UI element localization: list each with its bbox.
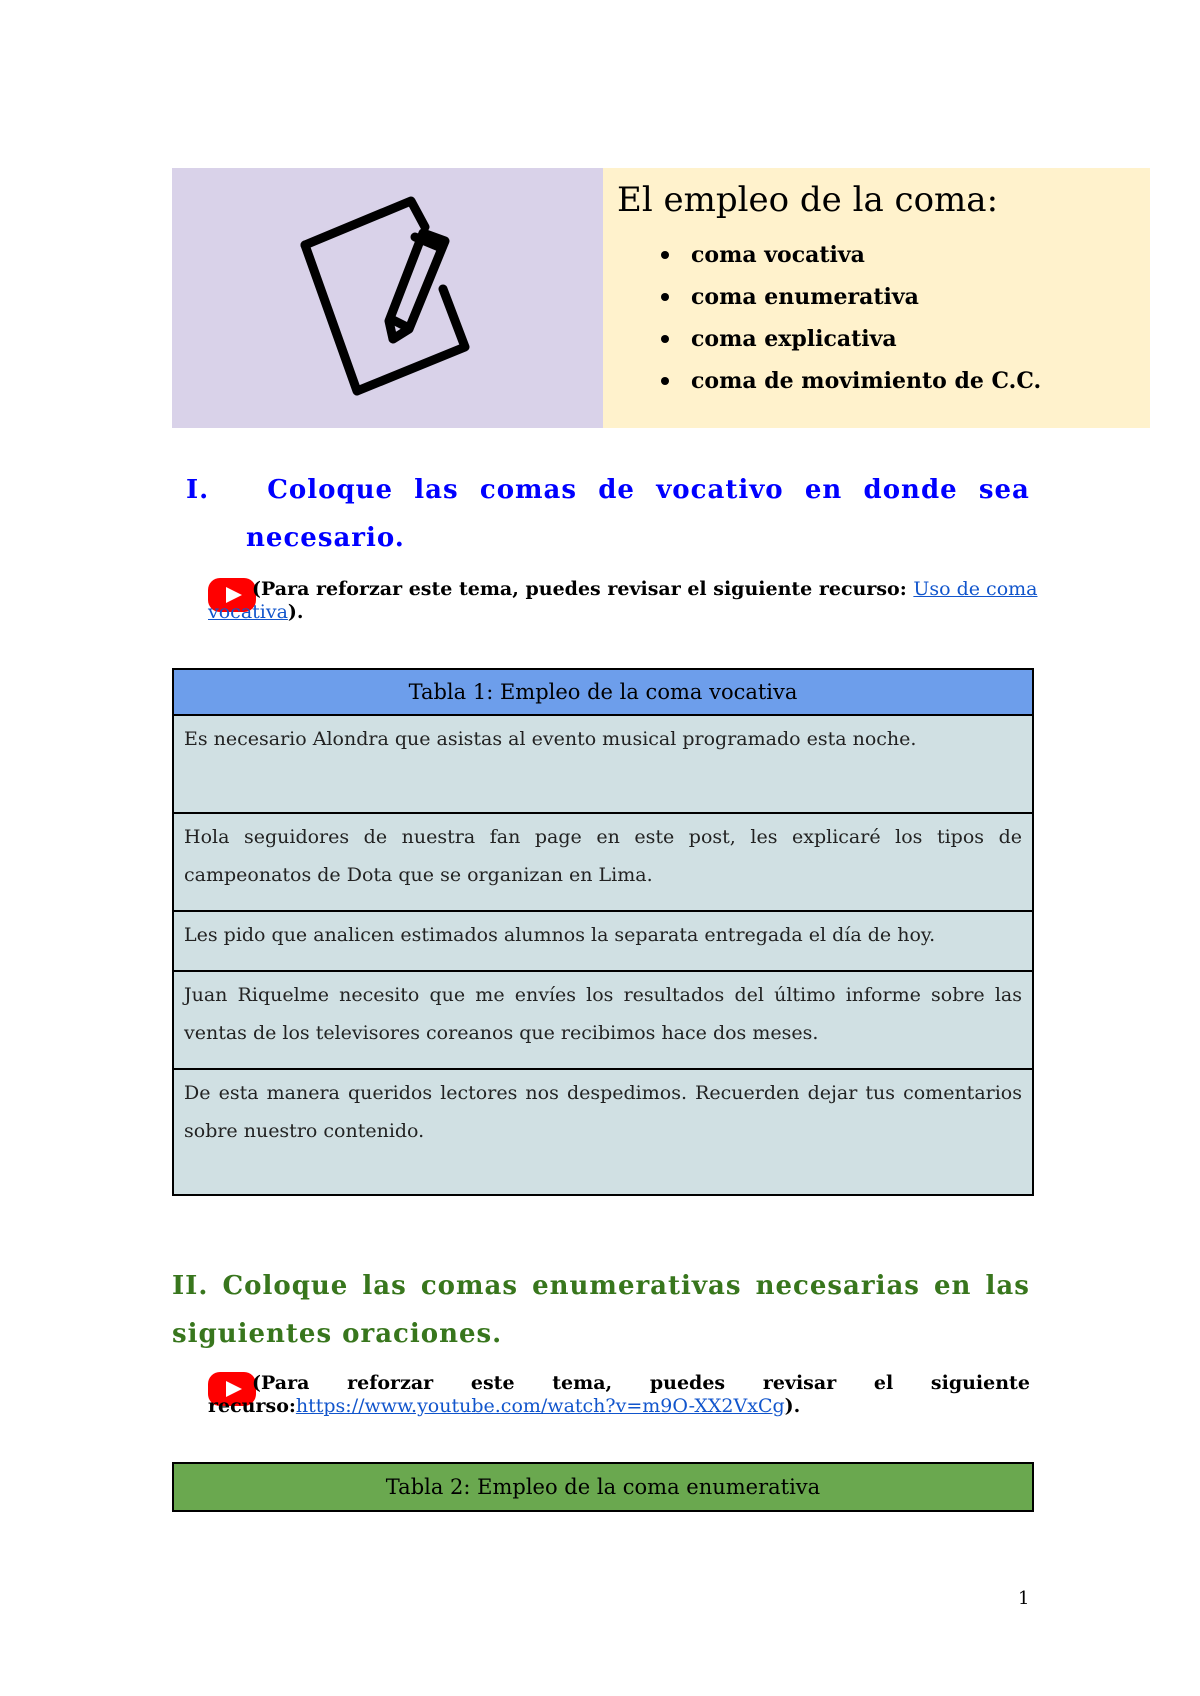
- topic-list: [617, 234, 1136, 402]
- document-title: El empleo de la coma:: [617, 180, 999, 220]
- topic-item: coma explicativa: [661, 318, 1136, 360]
- table-row: Juan Riquelme necesito que me envíes los resultados del último informe sobre las ventas de los televisores coreanos que recibimos hace dos meses.: [173, 971, 1033, 1069]
- bullet-icon: [661, 251, 669, 259]
- resource-link-uso-coma-vocativa[interactable]: Uso de coma: [913, 578, 1038, 600]
- section-1-resource: (Para reforzar este tema, puedes revisar el siguiente recurso: Uso de coma vocativa).: [208, 578, 1038, 623]
- section-2-resource: (Para reforzar este tema, puedes revisar el siguiente recurso:https://www.youtube.com/watch?v=m9O-XX2VxCg).: [208, 1372, 1030, 1417]
- table-1: [172, 668, 1034, 1196]
- resource-link-youtube[interactable]: https://www.youtube.com/watch?v=m9O-XX2VxCg: [295, 1395, 785, 1417]
- header-icon-panel: [172, 168, 603, 428]
- section-1-heading: I. Coloque las comas de vocativo en donde sea necesario.: [186, 466, 1030, 562]
- header-box: [172, 168, 1150, 428]
- table-2-title: Tabla 2: Empleo de la coma enumerativa: [173, 1463, 1033, 1511]
- table-2: [172, 1462, 1034, 1512]
- header-text-panel: [603, 168, 1150, 428]
- resource-link-uso-coma-vocativa-cont[interactable]: vocativa: [208, 601, 288, 623]
- note-pencil-icon: [293, 193, 483, 403]
- page-number: 1: [1018, 1588, 1030, 1609]
- section-2-heading: II. Coloque las comas enumerativas necesarias en las siguientes oraciones.: [172, 1271, 1030, 1349]
- table-row: Hola seguidores de nuestra fan page en este post, les explicaré los tipos de campeonatos de Dota que se organizan en Lima.: [173, 813, 1033, 911]
- table-row: Les pido que analicen estimados alumnos la separata entregada el día de hoy.: [173, 911, 1033, 971]
- topic-item: coma vocativa: [661, 234, 1136, 276]
- bullet-icon: [661, 293, 669, 301]
- section-1-number: I.: [186, 475, 210, 505]
- bullet-icon: [661, 377, 669, 385]
- table-row: Es necesario Alondra que asistas al evento musical programado esta noche.: [173, 715, 1033, 813]
- bullet-icon: [661, 335, 669, 343]
- topic-item: coma enumerativa: [661, 276, 1136, 318]
- table-1-title: Tabla 1: Empleo de la coma vocativa: [173, 669, 1033, 715]
- topic-item: coma de movimiento de C.C.: [661, 360, 1136, 402]
- table-row: De esta manera queridos lectores nos despedimos. Recuerden dejar tus comentarios sobre nuestro contenido.: [173, 1069, 1033, 1195]
